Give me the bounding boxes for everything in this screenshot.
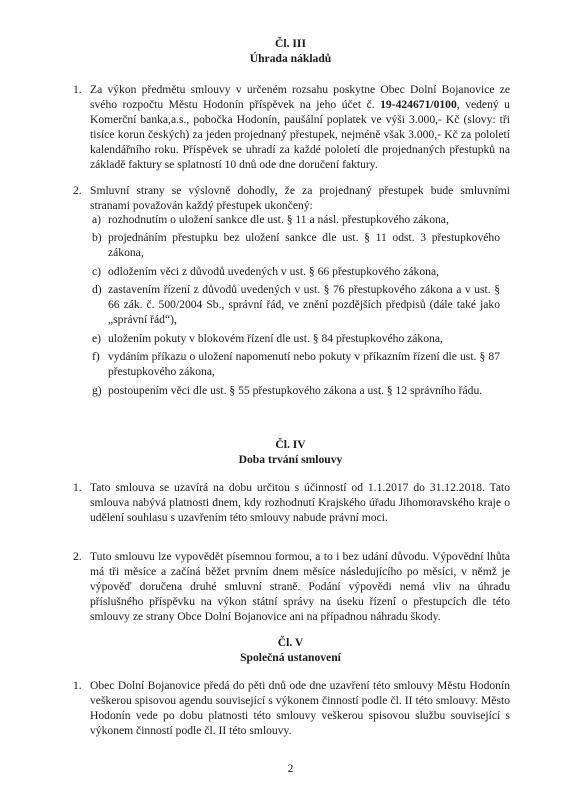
section-4-heading [0, 437, 581, 467]
bank-account-number: 19-424671/0100 [380, 98, 457, 111]
item-text: Obec Dolní Bojanovice předá do pěti dnů ode dne uzavření této smlouvy Městu Hodonín veškerou spisovou agendu související s výkonem činností podle čl. II této smlouvy. Město Hodonín vede po dobu platnosti této smlouvy veškerou spisovou službu související s výkonem činností podle čl. II této smlouvy. [90, 679, 510, 737]
section-4-item-2 [73, 549, 510, 624]
subitem-text: rozhodnutím o uložení sankce dle ust. § 11 a násl. přestupkového zákona, [108, 213, 449, 226]
subitem-letter: f) [92, 350, 100, 363]
subitem-text: postoupením věci dle ust. § 55 přestupkového zákona a ust. § 12 správního řádu. [108, 384, 483, 397]
section-3-number: Čl. III [275, 37, 306, 50]
subitem-text: zastavením řízení z důvodů uvedených v ust. § 76 přestupkového zákona a v ust. § 66 zák. č. 500/2004 Sb., správní řád, ve znění pozdějších předpisů (dále také jako „správní řád“), [108, 283, 500, 326]
item-text [90, 82, 510, 172]
item-number: 2. [73, 550, 82, 563]
subitem-letter: b) [92, 231, 102, 244]
subitem-letter: e) [92, 332, 102, 345]
item-number: 2. [73, 184, 82, 197]
item-text: Tuto smlouvu lze vypovědět písemnou formou, a to i bez udání důvodu. Výpovědní lhůta má tři měsíce a začíná běžet prvním dnem měsíce následujícího po měsíci, v němž je výpověď doručena druhé smluvní straně. Podání výpovědi nemá vliv na úhradu příslušného příspěvku na výkon státní správy na úseku řízení o přestupcích dle této smlouvy ze strany Obce Dolní Bojanovice ani na případnou náhradu škody. [90, 550, 510, 623]
page-number: 2 [287, 762, 294, 775]
section-5-heading [0, 635, 581, 665]
subitem-letter: g) [92, 384, 102, 397]
item-text-part-b: , vedený u Komerční banka,a.s., pobočka Hodonín, paušální poplatek ve výši 3.000,- Kč (slovy: tři tisíce korun českých) za jeden projednaný přestupek, nejméně však 3.000,- Kč za pololetí kalendářního roku. Příspěvek se uhradí za každé pololetí dle projednaných přestupků na základě faktury se splatností 10 dnů ode dne doručení faktury. [90, 98, 510, 171]
section-4-number: Čl. IV [275, 438, 306, 451]
section-3-title: Úhrada nákladů [249, 52, 332, 65]
section-5-title: Společná ustanovení [240, 651, 341, 664]
subitem-letter: a) [92, 213, 102, 226]
subitem-text: vydáním příkazu o uložení napomenutí nebo pokuty v příkazním řízení dle ust. § 87 přestupkového zákona, [108, 350, 500, 378]
subitem-d [92, 282, 500, 327]
section-5-item-1 [73, 678, 510, 738]
subitem-e [92, 331, 500, 346]
subitem-text: projednáním přestupku bez uložení sankce dle ust. § 11 odst. 3 přestupkového zákona, [108, 231, 500, 259]
subitem-c [92, 264, 500, 279]
subitem-letter: c) [92, 265, 102, 278]
item-text-part-a: Za výkon předmětu smlouvy v určeném rozsahu poskytne Obec Dolní Bojanovice ze svého rozpočtu Městu Hodonín příspěvek na jeho účet č. [90, 83, 510, 111]
section-5-number: Čl. V [277, 636, 304, 649]
item-number: 1. [73, 83, 82, 96]
subitem-g [92, 383, 500, 398]
subitem-f [92, 349, 500, 379]
section-3-item-2 [73, 183, 510, 213]
item-number: 1. [73, 481, 82, 494]
section-4-item-1 [73, 480, 510, 525]
subitem-b [92, 230, 500, 260]
subitem-letter: d) [92, 283, 102, 296]
section-3-item-1 [73, 82, 510, 172]
section-4-title: Doba trvání smlouvy [238, 453, 343, 466]
item-number: 1. [73, 679, 82, 692]
subitem-a [92, 212, 500, 227]
item-text: Tato smlouva se uzavírá na dobu určitou s účinností od 1.1.2017 do 31.12.2018. Tato smlouva nabývá platnosti dnem, kdy rozhodnutí Krajského úřadu Jihomoravského kraje o udělení souhlasu s uzavřením této smlouvy nabude právní moci. [90, 481, 510, 524]
section-3-heading [0, 36, 581, 66]
subitem-text: uložením pokuty v blokovém řízení dle ust. § 84 přestupkového zákona, [108, 332, 443, 345]
item-text: Smluvní strany se výslovně dohodly, že za projednaný přestupek bude smluvními stranami považován každý přestupek ukončený: [90, 184, 510, 212]
subitem-text: odložením věci z důvodů uvedených v ust. § 66 přestupkového zákona, [108, 265, 439, 278]
